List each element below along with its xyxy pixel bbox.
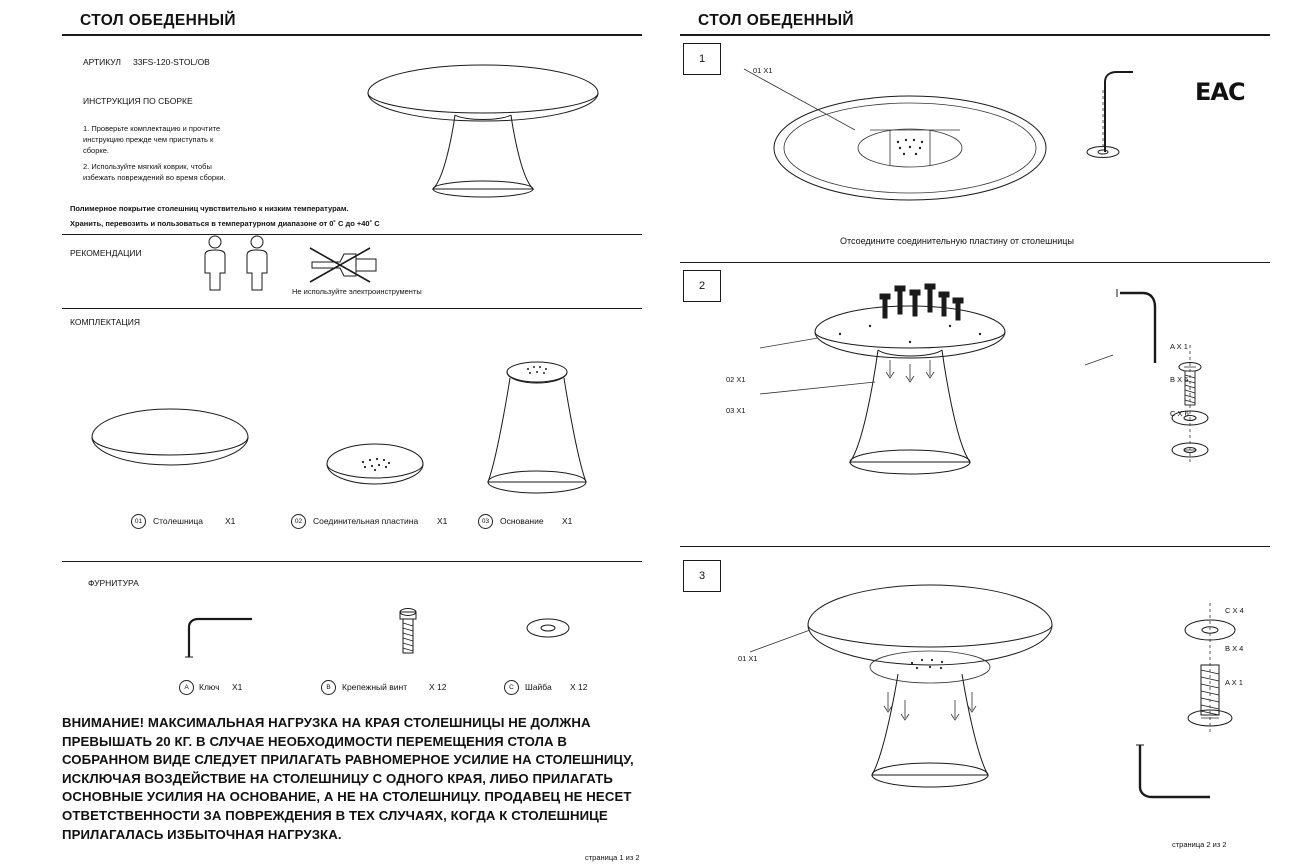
step2-hardware-illustration [1025, 285, 1255, 525]
step2-hardware-label-c: C X 6 [1170, 409, 1189, 418]
hardware-number-c: C [504, 680, 519, 695]
parts-rule [62, 308, 642, 309]
step1-tabletop-illustration [760, 70, 1060, 230]
right-page-footer: страница 2 из 2 [1172, 840, 1227, 849]
step2-callout-03: 03 X1 [726, 406, 746, 415]
hardware-qty-b: X 12 [429, 682, 447, 692]
title-rule [62, 34, 642, 36]
allen-key-icon [180, 605, 265, 660]
screw-icon [398, 605, 424, 663]
part-qty-02: X1 [437, 516, 448, 526]
part-label-01: Столешница [153, 516, 204, 526]
parts-heading: КОМПЛЕКТАЦИЯ [70, 317, 140, 327]
part-qty-01: X1 [225, 516, 236, 526]
right-page [650, 0, 1300, 867]
eac-certification-mark: EAC [1195, 78, 1245, 106]
left-page-footer: страница 1 из 2 [585, 853, 640, 862]
part-number-02: 02 [291, 514, 306, 529]
step2-divider [680, 546, 1270, 547]
step2-hardware-label-a: A X 1 [1170, 342, 1188, 351]
hardware-label-a: Ключ [199, 682, 220, 692]
hero-table-illustration [355, 55, 625, 200]
step3-callout-01: 01 X1 [738, 654, 758, 663]
instruction-line-1: 1. Проверьте комплектацию и прочтите [83, 124, 221, 133]
step2-table-illustration [770, 290, 1060, 540]
no-power-tools-icon [310, 246, 385, 292]
part-qty-03: X1 [562, 516, 573, 526]
hardware-label-b: Крепежный винт [342, 682, 408, 692]
step3-table-illustration [780, 570, 1080, 830]
step2-callout-02: 02 X1 [726, 375, 746, 384]
instruction-heading: ИНСТРУКЦИЯ ПО СБОРКЕ [83, 96, 193, 106]
part-base-illustration [480, 360, 600, 500]
instruction-line-3: сборке. [83, 146, 110, 155]
warning-text: ВНИМАНИЕ! МАКСИМАЛЬНАЯ НАГРУЗКА НА КРАЯ СТОЛЕШНИЦЫ НЕ ДОЛЖНА ПРЕВЫШАТЬ 20 КГ. В СЛУЧАЕ НЕОБХОДИМОСТИ ПЕРЕМЕЩЕНИЯ СТОЛА В СОБРАННОМ ВИДЕ СЛЕДУЕТ ПРИЛАГАТЬ РАВНОМЕРНОЕ УСИЛИЕ НА СТОЛЕШНИЦУ, ИСКЛЮЧАЯ ВОЗДЕЙСТВИЕ НА СТОЛЕШНИЦУ С ОДНОГО КРАЯ, ЛИБО ПРИЛАГАТЬ ОСНОВНЫЕ УСИЛИЯ НА ОСНОВАНИЕ, А НЕ НА СТОЛЕШНИЦУ. ПРОДАВЕЦ НЕ НЕСЕТ ОТВЕТСТВЕННОСТИ ЗА ПОВРЕЖДЕНИЯ В ТЕХ СЛУЧАЯХ, КОГДА К СТОЛЕШНИЦЕ ПРИЛАГАЛАСЬ ИЗБЫТОЧНАЯ НАГРУЗКА. [62, 715, 634, 842]
hardware-label-c: Шайба [525, 682, 552, 692]
article-label: АРТИКУЛ [83, 57, 122, 67]
article-value: 33FS-120-STOL/OB [133, 57, 210, 67]
washer-icon [525, 615, 573, 645]
temperature-note-line2: Хранить, перевозить и пользоваться в температурном диапазоне от 0˚ С до +40˚ С [70, 219, 380, 228]
hardware-rule [62, 561, 642, 562]
instruction-line-5: избежать повреждений во время сборки. [83, 173, 226, 182]
right-page-title: СТОЛ ОБЕДЕННЫЙ [698, 12, 854, 29]
step3-hardware-illustration [1050, 595, 1270, 825]
step1-divider [680, 262, 1270, 263]
step3-hardware-label-b: B X 4 [1225, 644, 1244, 653]
hardware-qty-a: X1 [232, 682, 243, 692]
step-number-2: 2 [683, 270, 721, 302]
hardware-heading: ФУРНИТУРА [88, 578, 139, 588]
step2-hardware-label-b: B X 6 [1170, 375, 1189, 384]
instruction-line-2: инструкцию прежде чем приступать к [83, 135, 214, 144]
step3-hardware-label-c: C X 4 [1225, 606, 1244, 615]
part-tabletop-illustration [90, 405, 260, 485]
right-title-rule [680, 34, 1270, 36]
step1-caption: Отсоедините соединительную пластину от столешницы [840, 236, 1074, 246]
part-number-01: 01 [131, 514, 146, 529]
step3-hardware-label-a: A X 1 [1225, 678, 1243, 687]
step1-callout-01: 01 X1 [753, 66, 773, 75]
part-plate-illustration [325, 440, 430, 495]
part-label-02: Соединительная пластина [313, 516, 419, 526]
instruction-line-4: 2. Используйте мягкий коврик, чтобы [83, 162, 212, 171]
part-label-03: Основание [500, 516, 544, 526]
no-power-tools-label: Не используйте электроинструменты [292, 287, 422, 296]
step-number-1: 1 [683, 43, 721, 75]
part-number-03: 03 [478, 514, 493, 529]
recommendations-rule [62, 234, 642, 235]
step1-allen-key-icon [1075, 60, 1195, 170]
left-page-title: СТОЛ ОБЕДЕННЫЙ [80, 12, 236, 29]
temperature-note-line1: Полимерное покрытие столешниц чувствительно к низким температурам. [70, 204, 349, 213]
step-number-3: 3 [683, 560, 721, 592]
two-people-icon [200, 235, 280, 295]
hardware-number-a: A [179, 680, 194, 695]
recommendations-heading: РЕКОМЕНДАЦИИ [70, 248, 142, 258]
hardware-number-b: B [321, 680, 336, 695]
hardware-qty-c: X 12 [570, 682, 588, 692]
